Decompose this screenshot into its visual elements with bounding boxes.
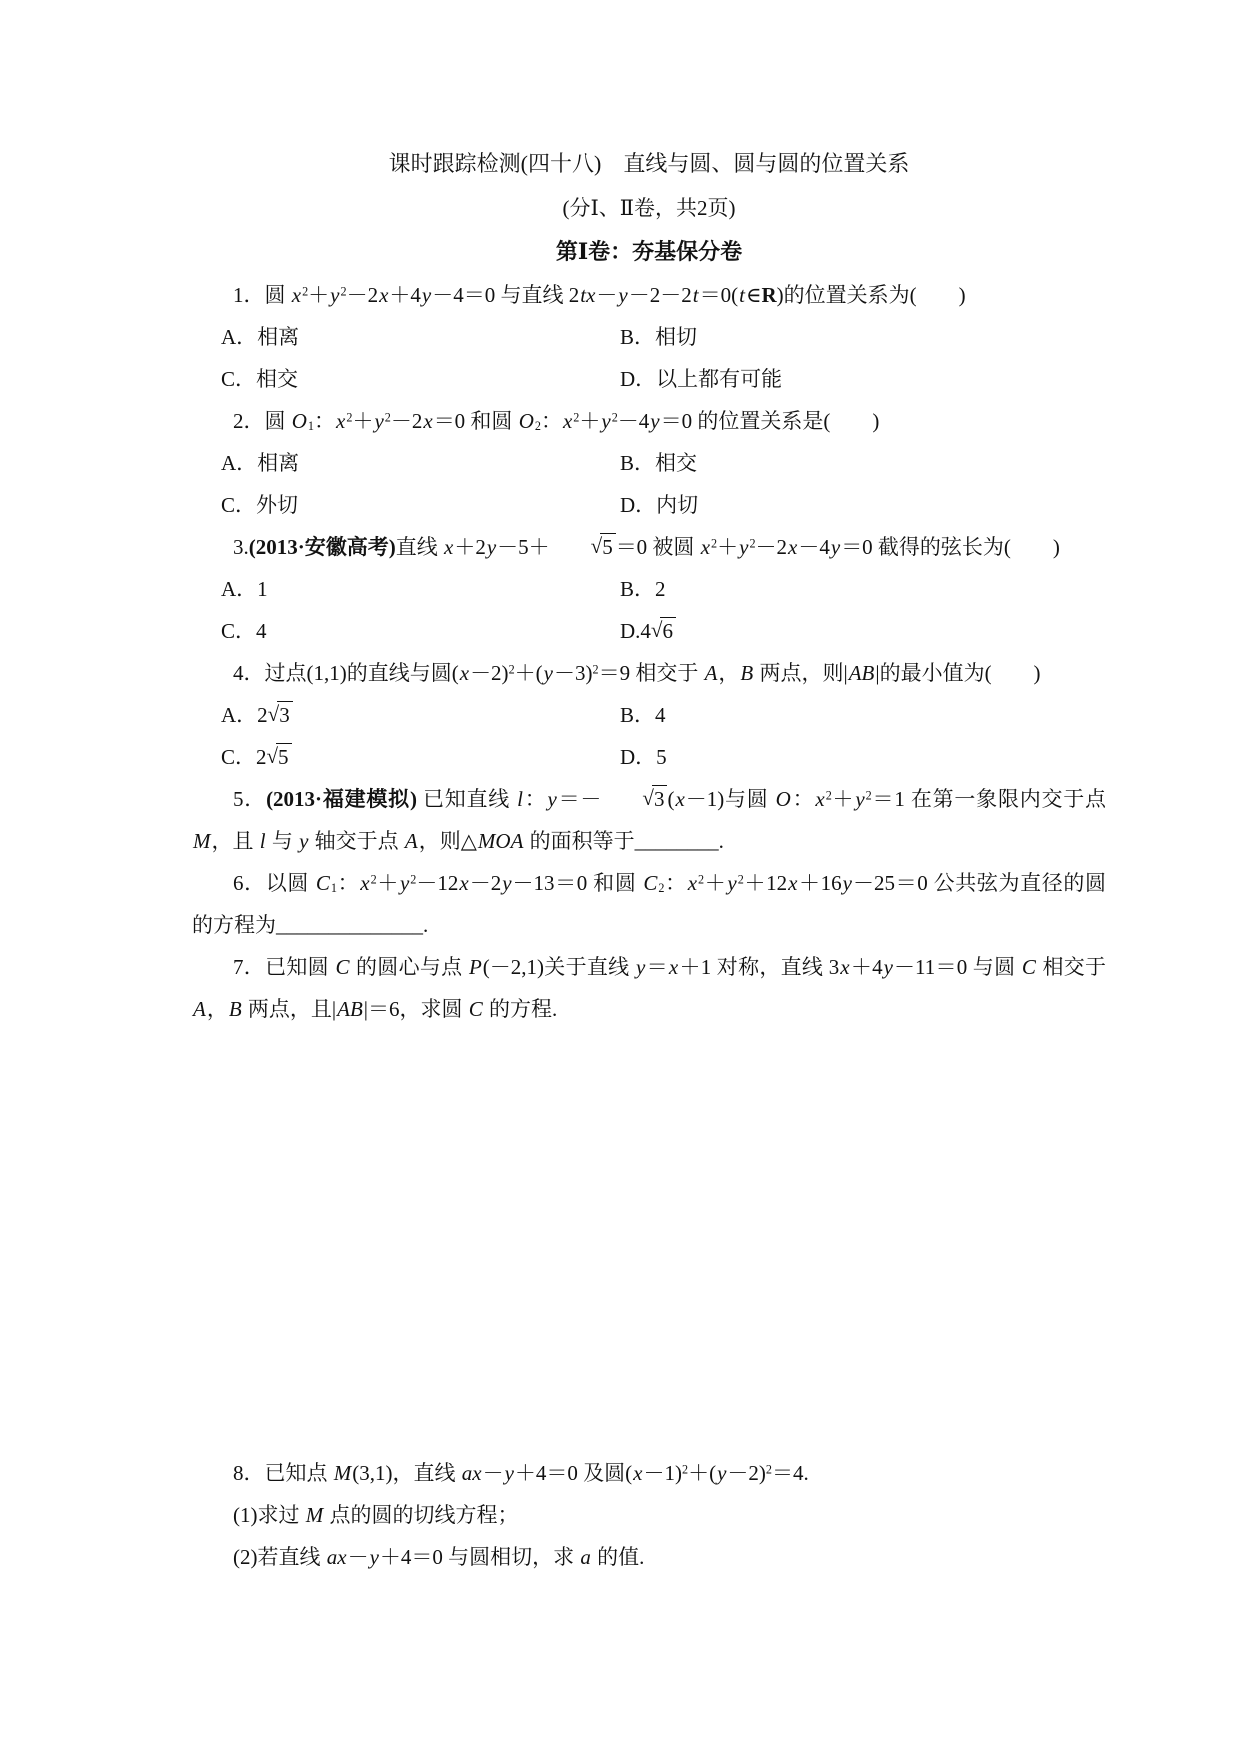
question-6-stem: 6．以圆 $C_1$：$x^2+y^2-12x-2y-13=0$ 和圆 $C_2$：$x^2+y^2+12x+16y-25=0$ 公共弦为直径的圆的方程为______________. xyxy=(192,871,1107,937)
question-8-stem: 8．已知点 M(3,1)，直线 ax－y＋4＝0 及圆$(x-1)^2+(y-2)^2=4$. xyxy=(233,1461,809,1485)
question-3-options xyxy=(192,568,1106,652)
question-1-options xyxy=(192,316,1106,400)
question-3-option-d: D.4√6 xyxy=(620,610,1106,652)
question-4-options xyxy=(192,694,1106,778)
question-2-options xyxy=(192,442,1106,526)
question-3-stem: 3.(2013·安徽高考)直线 x＋2y－5＋ √5 ＝0 被圆 $x^2+y^2-2x-4y=0$ 截得的弦长为( ) xyxy=(233,534,1060,559)
question-4-option-b: B．4 xyxy=(620,703,666,727)
question-7-stem: 7．已知圆 C 的圆心与点 P(－2,1)关于直线 y＝x＋1 对称，直线 3x＋4y－11＝0 与圆 C 相交于 A，B 两点，且|AB|＝6，求圆 C 的方程. xyxy=(193,955,1107,1021)
page-title: 课时跟踪检测(四十八) 直线与圆、圆与圆的位置关系 xyxy=(388,151,910,176)
question-4-option-a: A．2√3 xyxy=(221,694,620,736)
question-3-option-c: C．4 xyxy=(221,619,267,643)
question-2-stem: 2．圆 $O_1$：$x^2+y^2-2x=0$ 和圆 $O_2$：$x^2+y^2-4y=0$ 的位置关系是( ) xyxy=(233,409,880,434)
question-1-option-d: D．以上都有可能 xyxy=(620,367,783,391)
question-1-stem: 1．圆 $x^2+y^2-2x+4y-4=0$ 与直线 2tx－y－2－2t＝0(t∈R)的位置关系为( ) xyxy=(233,283,966,307)
question-2-option-c: C．外切 xyxy=(221,493,299,517)
question-4-option-d: D．5 xyxy=(620,745,667,769)
question-1-option-a: A．相离 xyxy=(221,325,300,349)
question-3-option-a: A．1 xyxy=(221,577,268,601)
question-4-stem: 4．过点(1,1)的直线与圆$(x-2)^2+(y-3)^2=9$ 相交于 A，B 两点，则|AB|的最小值为( ) xyxy=(233,661,1041,685)
answer-workspace xyxy=(192,1030,1106,1452)
question-2-option-b: B．相交 xyxy=(620,451,698,475)
question-1-option-c: C．相交 xyxy=(221,367,299,391)
page-subtitle: (分Ⅰ、Ⅱ卷，共2页) xyxy=(562,196,736,220)
question-2-option-d: D．内切 xyxy=(620,493,699,517)
document-header xyxy=(192,142,1106,274)
section-heading: 第Ⅰ卷：夯基保分卷 xyxy=(555,239,743,264)
worksheet-body xyxy=(192,274,1106,1578)
question-5-stem: 5．(2013·福建模拟) 已知直线 l：y＝－ √3 (x－1)与圆 O：$x^2+y^2=1$ 在第一象限内交于点 M，且 l 与 y 轴交于点 A，则△MOA 的面积等于________. xyxy=(193,786,1107,853)
question-8-part-2: (2)若直线 ax－y＋4＝0 与圆相切，求 a 的值. xyxy=(233,1545,645,1569)
question-1-option-b: B．相切 xyxy=(620,325,698,349)
question-4-option-c: C．2√5 xyxy=(221,736,620,778)
question-8-part-1: (1)求过 M 点的圆的切线方程； xyxy=(233,1503,519,1527)
question-2-option-a: A．相离 xyxy=(221,451,300,475)
question-3-option-b: B．2 xyxy=(620,577,666,601)
